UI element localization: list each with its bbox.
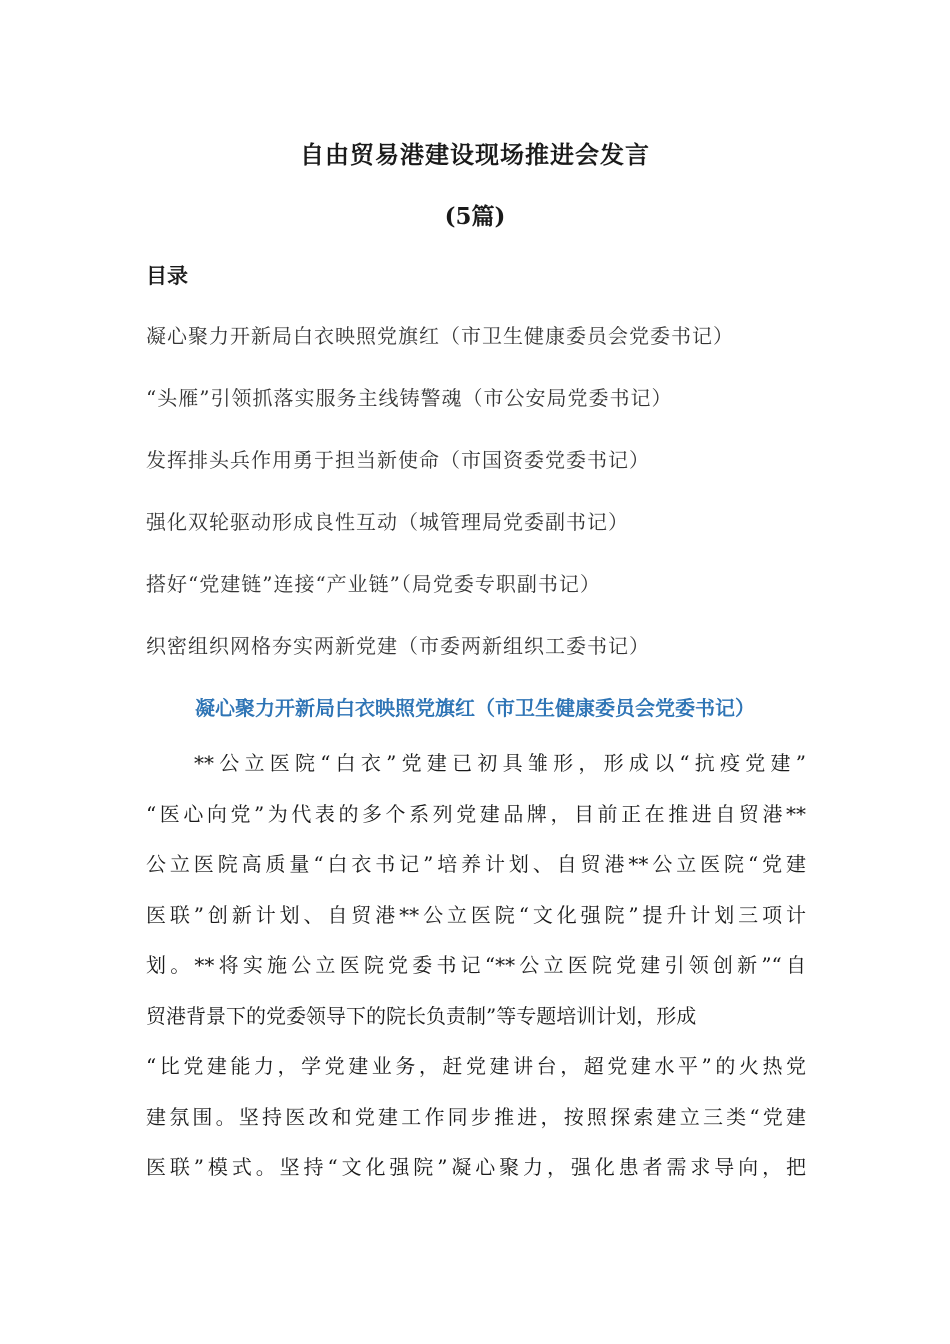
paragraph-line: **公立医院“白衣”党建已初具雏形，形成以“抗疫党建”: [194, 751, 806, 775]
paragraph-line: 建氛围。坚持医改和党建工作同步推进，按照探索建立三类“党建: [146, 1104, 806, 1129]
document-title: 自由贸易港建设现场推进会发言: [300, 140, 650, 169]
toc-item: 织密组织网格夯实两新党建（市委两新组织工委书记）: [146, 634, 650, 658]
document-subtitle: (5篇): [444, 203, 506, 230]
toc-item: 发挥排头兵作用勇于担当新使命（市国资委党委书记）: [146, 448, 650, 472]
section-heading: 凝心聚力开新局白衣映照党旗红（市卫生健康委员会党委书记）: [195, 696, 755, 720]
toc-heading: 目录: [146, 264, 188, 288]
paragraph-line: “比党建能力，学党建业务，赶党建讲台，超党建水平”的火热党: [146, 1054, 806, 1078]
toc-item: 凝心聚力开新局白衣映照党旗红（市卫生健康委员会党委书记）: [146, 324, 734, 348]
paragraph-line: “医心向党”为代表的多个系列党建品牌，目前正在推进自贸港**: [146, 801, 806, 826]
paragraph-line: 贸港背景下的党委领导下的院长负责制”等专题培训计划，形成: [146, 1003, 697, 1028]
toc-item: 搭好“党建链”连接“产业链”（局党委专职副书记）: [146, 572, 601, 596]
toc-item: “头雁”引领抓落实服务主线铸警魂（市公安局党委书记）: [146, 386, 673, 410]
paragraph-line: 医联”模式。坚持“文化强院”凝心聚力，强化患者需求导向，把: [146, 1155, 806, 1179]
table-of-contents: [146, 321, 826, 693]
paragraph-line: 医联”创新计划、自贸港**公立医院“文化强院”提升计划三项计: [146, 902, 806, 927]
paragraph-line: 划。**将实施公立医院党委书记“**公立医院党建引领创新”“自: [146, 953, 806, 977]
body-paragraph: [146, 745, 806, 1200]
paragraph-line: 公立医院高质量“白衣书记”培养计划、自贸港**公立医院“党建: [146, 852, 806, 876]
toc-item: 强化双轮驱动形成良性互动（城管理局党委副书记）: [146, 510, 629, 534]
